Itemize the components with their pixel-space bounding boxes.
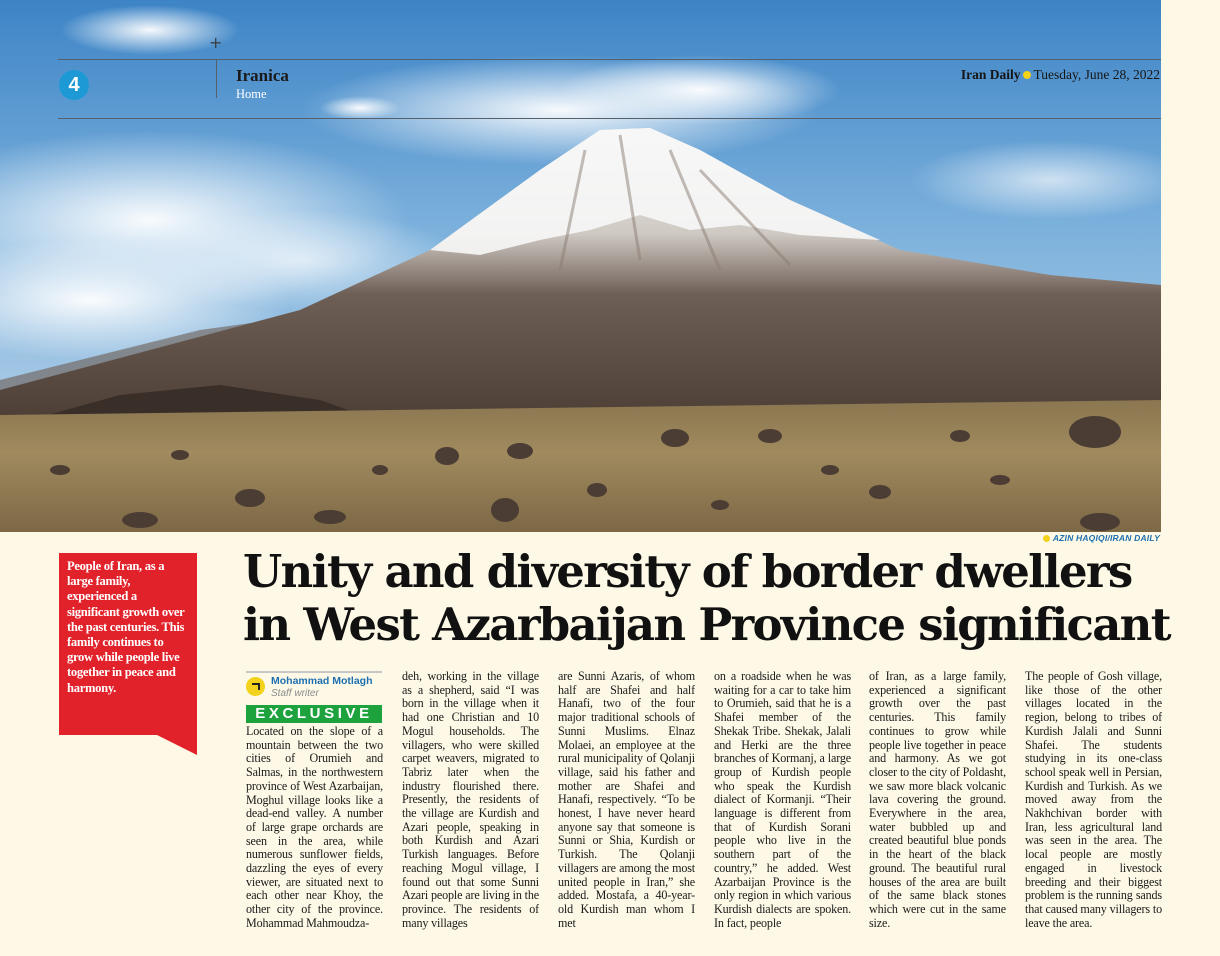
article-column-1 [246, 725, 383, 931]
article-column-3 [558, 670, 695, 930]
article-column-5 [869, 670, 1006, 930]
column-text: Located on the slope of a mountain between the two cities of Orumieh and Salmas, in the northwestern province of West Azarbaijan, Moghul village looks like a dead-end valley. A number of large grape orchards are seen in the area, while numerous sunflower fields, dazzling the eyes of every viewer, are situated next to each other near Khoy, the other city of the province. Mohammad Mahmoudza- [246, 725, 383, 930]
author-name: Mohammad Motlagh [271, 675, 373, 687]
paper-name: Iran Daily [960, 67, 1021, 82]
pull-quote-box [59, 553, 197, 735]
header-top-rule [58, 59, 1161, 60]
article-column-2 [402, 670, 539, 930]
photo-credit: AZIN HAQIQI/IRAN DAILY [1043, 533, 1160, 543]
pull-quote-text: People of Iran, as a large family, experienced a significant growth over the past centuries. This family continues to grow while people live together in peace and harmony. [67, 559, 185, 695]
exclusive-tag: EXCLUSIVE [246, 705, 382, 723]
subsection-title: Home [236, 87, 267, 101]
crosshair-icon: + [209, 33, 223, 52]
column-text: on a roadside when he was waiting for a car to take him to Orumieh, said that he is a Shafei member of the Shekak Tribe. Shekak, Jalali and Herki are the three branches of Kormanj, a large group of Kurdish people who speak the Kurdish dialect of Kormanji. “Their language is different from that of Kurdish Sorani people who live in the southern part of the country,” he added. West Azarbaijan Province is the only region in which various Kurdish dialects are spoken. In fact, people [714, 670, 851, 930]
article-column-4 [714, 670, 851, 930]
pull-quote-tail [157, 735, 197, 755]
yellow-dot-icon [1023, 71, 1031, 79]
column-text: are Sunni Azaris, of whom half are Shafei and half Hanafi, two of the four major traditional schools of Sunni Muslims. Elnaz Molaei, an employee at the rural municipality of Qolanji village, said his father and mother are Shafei and Hanafi, respectively. “To be honest, I have never heard anyone say that someone is Sunni or Shia, Kurdish or Turkish. The Qolanji villagers are among the most united people in Iran,” she added. Mostafa, a 40-year-old Kurdish man whom I met [558, 670, 695, 930]
header-divider [216, 60, 217, 98]
page-number-badge: 4 [59, 70, 89, 100]
article-column-6 [1025, 670, 1162, 930]
column-text: deh, working in the village as a shepherd, said “I was born in the village when it had one Christian and 10 Mogul households. The villagers, who were skilled carpet weavers, migrated to Tabriz later when the industry flourished there. Presently, the residents of the village are Kurdish and Azari people, speaking in both Kurdish and Azari Turkish languages. Before reaching Mogul village, I found out that some Sunni Azari people are living in the province. The residents of many villages [402, 670, 539, 930]
masthead [961, 67, 1160, 83]
article-headline: Unity and diversity of border dwellers in West Azarbaijan Province significant [243, 545, 1170, 651]
column-text: The people of Gosh village, like those of the other villages located in the region, belong to tribes of Kurdish Jalali and Sunni Shafei. The students studying in its one-class school speak well in Persian, Kurdish and Turkish. As we moved away from the Nakhchivan border with Iran, less agricultural land was seen in the area. The local people are mostly engaged in livestock breeding and their biggest problem is the running sands that caused many villagers to leave the area. [1025, 670, 1162, 930]
section-title: Iranica [236, 66, 289, 85]
issue-date: Tuesday, June 28, 2022 [1033, 67, 1160, 82]
author-role: Staff writer [271, 688, 319, 699]
author-icon [246, 677, 265, 696]
header-bottom-rule [58, 118, 1161, 119]
byline-rule [246, 671, 382, 673]
column-text: of Iran, as a large family, experienced a significant growth over the past centuries. This family continues to grow while people live together in peace and harmony. As we got closer to the city of Poldasht, we saw more black volcanic lava covering the ground. Everywhere in the area, water bubbled up and created beautiful blue ponds in the heart of the black ground. The beautiful rural houses of the area are built of the same black stones which were cut in the same size. [869, 670, 1006, 930]
yellow-dot-icon [1043, 535, 1050, 542]
